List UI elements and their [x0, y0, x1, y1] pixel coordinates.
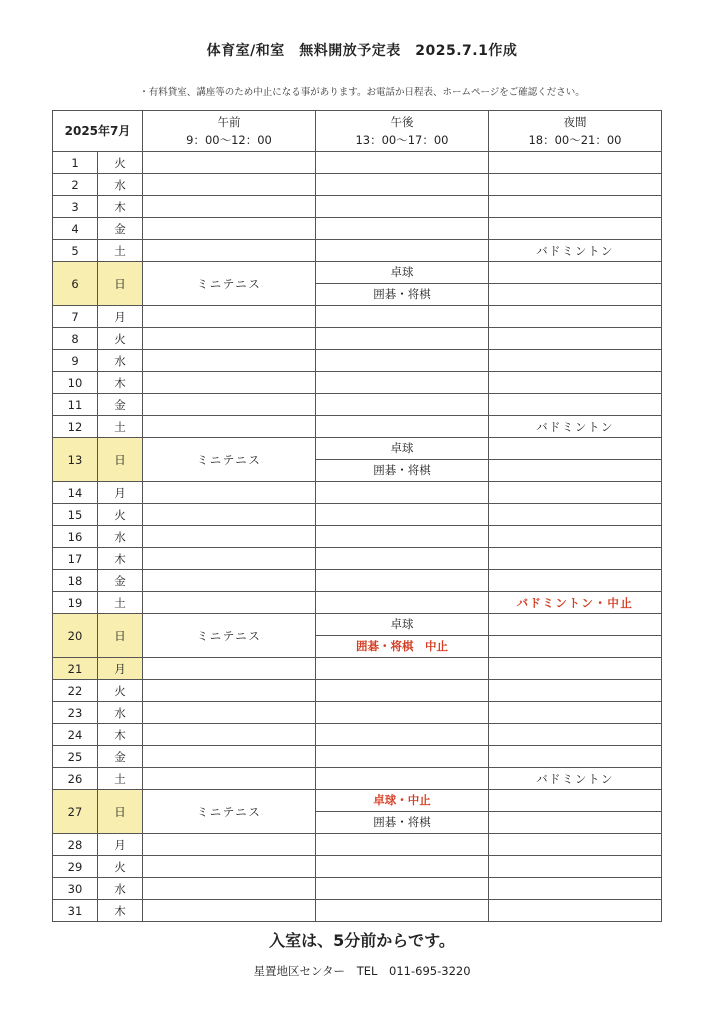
pm-cell — [316, 834, 489, 856]
pm-cell — [316, 900, 489, 922]
table-row — [53, 548, 662, 570]
day-number: 14 — [53, 482, 98, 504]
table-row — [53, 790, 662, 834]
pm-cell — [316, 394, 489, 416]
night-sub-bottom — [489, 284, 661, 305]
day-number: 10 — [53, 372, 98, 394]
am-cell — [143, 174, 316, 196]
table-row — [53, 328, 662, 350]
day-number: 3 — [53, 196, 98, 218]
pm-event-2: 囲碁・将棋 中止 — [356, 639, 448, 653]
night-cell — [489, 702, 662, 724]
night-header — [489, 111, 662, 152]
tel-number: 011-695-3220 — [389, 964, 471, 978]
day-number: 17 — [53, 548, 98, 570]
weekday: 金 — [98, 570, 143, 592]
weekday: 土 — [98, 768, 143, 790]
weekday: 木 — [98, 196, 143, 218]
weekday: 水 — [98, 702, 143, 724]
table-row — [53, 218, 662, 240]
night-cell — [489, 262, 662, 306]
notice-text: ・有料貸室、講座等のため中止になる事があります。お電話か日程表、ホームページをご確認ください。 — [139, 87, 585, 98]
am-cell — [143, 856, 316, 878]
am-cell — [143, 878, 316, 900]
weekday: 水 — [98, 350, 143, 372]
pm-cell — [316, 416, 489, 438]
day-number: 7 — [53, 306, 98, 328]
pm-cell — [316, 878, 489, 900]
am-cell — [143, 724, 316, 746]
month-header: 2025年7月 — [53, 111, 143, 152]
pm-cell — [316, 262, 489, 306]
day-number: 6 — [53, 262, 98, 306]
night-cell — [489, 724, 662, 746]
table-row — [53, 196, 662, 218]
night-cell — [489, 900, 662, 922]
pm-event-1: 卓球 — [316, 614, 488, 636]
day-number: 25 — [53, 746, 98, 768]
table-row — [53, 240, 662, 262]
pm-cell — [316, 658, 489, 680]
pm-cell — [316, 482, 489, 504]
day-number: 11 — [53, 394, 98, 416]
night-cell — [489, 526, 662, 548]
weekday: 火 — [98, 856, 143, 878]
weekday: 金 — [98, 746, 143, 768]
tel-label: TEL — [356, 964, 378, 978]
weekday: 金 — [98, 394, 143, 416]
night-cell — [489, 174, 662, 196]
day-number: 2 — [53, 174, 98, 196]
night-cell — [489, 328, 662, 350]
schedule-body — [53, 152, 662, 922]
table-row — [53, 724, 662, 746]
night-sub-top — [489, 790, 661, 812]
night-cell — [489, 570, 662, 592]
weekday: 月 — [98, 306, 143, 328]
am-cell: ミニテニス — [143, 614, 316, 658]
night-cell — [489, 372, 662, 394]
pm-cell — [316, 548, 489, 570]
night-sub-top — [489, 614, 661, 636]
am-cell — [143, 680, 316, 702]
pm-cell — [316, 570, 489, 592]
table-row — [53, 856, 662, 878]
table-row — [53, 350, 662, 372]
day-number: 26 — [53, 768, 98, 790]
day-number: 28 — [53, 834, 98, 856]
pm-event-2: 囲碁・将棋 — [373, 463, 431, 477]
weekday: 土 — [98, 416, 143, 438]
pm-event-2: 囲碁・将棋 — [373, 815, 431, 829]
table-row — [53, 592, 662, 614]
day-number: 31 — [53, 900, 98, 922]
am-cell — [143, 152, 316, 174]
table-row — [53, 174, 662, 196]
table-row — [53, 768, 662, 790]
am-cell: ミニテニス — [143, 262, 316, 306]
table-row — [53, 746, 662, 768]
weekday: 水 — [98, 174, 143, 196]
center-name: 星置地区センター — [253, 964, 346, 978]
pm-cell — [316, 372, 489, 394]
night-cell — [489, 680, 662, 702]
entry-notice: 入室は、5分前からです。 — [269, 931, 455, 950]
day-number: 27 — [53, 790, 98, 834]
weekday: 月 — [98, 834, 143, 856]
am-cell — [143, 372, 316, 394]
table-row — [53, 900, 662, 922]
weekday: 金 — [98, 218, 143, 240]
am-cell — [143, 834, 316, 856]
am-cell — [143, 218, 316, 240]
am-header — [143, 111, 316, 152]
night-cell — [489, 196, 662, 218]
table-row — [53, 504, 662, 526]
table-row — [53, 878, 662, 900]
pm-cell — [316, 614, 489, 658]
day-number: 21 — [53, 658, 98, 680]
night-cell: バドミントン — [489, 240, 662, 262]
am-cell — [143, 240, 316, 262]
night-cell — [489, 548, 662, 570]
table-row — [53, 680, 662, 702]
pm-event-1: 卓球・中止 — [316, 790, 488, 812]
night-cell — [489, 614, 662, 658]
am-cell — [143, 768, 316, 790]
day-number: 16 — [53, 526, 98, 548]
day-number: 18 — [53, 570, 98, 592]
pm-cell — [316, 218, 489, 240]
day-number: 15 — [53, 504, 98, 526]
pm-cell — [316, 438, 489, 482]
weekday: 火 — [98, 680, 143, 702]
day-number: 13 — [53, 438, 98, 482]
night-time: 18：00～21：00 — [528, 133, 622, 147]
table-row — [53, 702, 662, 724]
table-row — [53, 372, 662, 394]
am-label: 午前 — [217, 115, 241, 129]
am-cell: ミニテニス — [143, 438, 316, 482]
am-cell — [143, 746, 316, 768]
am-cell — [143, 196, 316, 218]
table-row — [53, 306, 662, 328]
night-cell — [489, 482, 662, 504]
am-cell: ミニテニス — [143, 790, 316, 834]
night-cell — [489, 152, 662, 174]
weekday: 月 — [98, 482, 143, 504]
schedule-table — [52, 110, 662, 922]
am-time: 9：00～12：00 — [186, 133, 272, 147]
weekday: 木 — [98, 900, 143, 922]
pm-cell — [316, 746, 489, 768]
am-cell — [143, 526, 316, 548]
pm-cell — [316, 196, 489, 218]
am-cell — [143, 570, 316, 592]
am-cell — [143, 702, 316, 724]
am-cell — [143, 548, 316, 570]
night-cell: バドミントン — [489, 768, 662, 790]
night-cell — [489, 746, 662, 768]
day-number: 24 — [53, 724, 98, 746]
night-sub-top — [489, 438, 661, 460]
weekday: 土 — [98, 240, 143, 262]
table-row — [53, 658, 662, 680]
am-cell — [143, 658, 316, 680]
am-cell — [143, 416, 316, 438]
table-row — [53, 482, 662, 504]
pm-cell — [316, 174, 489, 196]
weekday: 日 — [98, 790, 143, 834]
table-row — [53, 262, 662, 306]
pm-cell — [316, 790, 489, 834]
am-cell — [143, 328, 316, 350]
night-cell: バドミントン — [489, 416, 662, 438]
day-number: 5 — [53, 240, 98, 262]
weekday: 木 — [98, 548, 143, 570]
pm-cell — [316, 306, 489, 328]
day-number: 8 — [53, 328, 98, 350]
pm-cell — [316, 680, 489, 702]
night-sub-bottom — [489, 460, 661, 481]
night-sub-bottom — [489, 812, 661, 833]
table-row — [53, 570, 662, 592]
night-cell — [489, 834, 662, 856]
pm-cell — [316, 724, 489, 746]
night-cell — [489, 394, 662, 416]
weekday: 日 — [98, 262, 143, 306]
table-row — [53, 834, 662, 856]
am-cell — [143, 900, 316, 922]
day-number: 22 — [53, 680, 98, 702]
weekday: 日 — [98, 438, 143, 482]
night-sub-top — [489, 262, 661, 284]
day-number: 4 — [53, 218, 98, 240]
pm-cell — [316, 702, 489, 724]
night-sub-bottom — [489, 636, 661, 657]
pm-cell — [316, 526, 489, 548]
weekday: 土 — [98, 592, 143, 614]
pm-cell — [316, 328, 489, 350]
day-number: 29 — [53, 856, 98, 878]
am-cell — [143, 482, 316, 504]
day-number: 30 — [53, 878, 98, 900]
pm-header — [316, 111, 489, 152]
pm-event-1: 卓球 — [316, 262, 488, 284]
table-row — [53, 438, 662, 482]
day-number: 19 — [53, 592, 98, 614]
am-cell — [143, 592, 316, 614]
day-number: 23 — [53, 702, 98, 724]
day-number: 9 — [53, 350, 98, 372]
day-number: 20 — [53, 614, 98, 658]
weekday: 木 — [98, 724, 143, 746]
table-row — [53, 416, 662, 438]
pm-cell — [316, 856, 489, 878]
table-row — [53, 394, 662, 416]
table-row — [53, 152, 662, 174]
pm-event-1: 卓球 — [316, 438, 488, 460]
night-cell — [489, 790, 662, 834]
weekday: 木 — [98, 372, 143, 394]
pm-event-2: 囲碁・将棋 — [373, 287, 431, 301]
weekday: 火 — [98, 328, 143, 350]
am-cell — [143, 504, 316, 526]
night-label: 夜間 — [563, 115, 587, 129]
weekday: 日 — [98, 614, 143, 658]
weekday: 火 — [98, 152, 143, 174]
pm-cell — [316, 768, 489, 790]
table-header-row — [53, 111, 662, 152]
night-cell — [489, 878, 662, 900]
day-number: 1 — [53, 152, 98, 174]
day-number: 12 — [53, 416, 98, 438]
pm-cell — [316, 592, 489, 614]
night-cell — [489, 218, 662, 240]
pm-cell — [316, 152, 489, 174]
night-cell — [489, 658, 662, 680]
pm-time: 13：00～17：00 — [355, 133, 449, 147]
pm-cell — [316, 240, 489, 262]
pm-cell — [316, 504, 489, 526]
pm-cell — [316, 350, 489, 372]
weekday: 水 — [98, 526, 143, 548]
night-cell: バドミントン・中止 — [489, 592, 662, 614]
weekday: 月 — [98, 658, 143, 680]
night-cell — [489, 438, 662, 482]
pm-label: 午後 — [390, 115, 414, 129]
weekday: 水 — [98, 878, 143, 900]
am-cell — [143, 306, 316, 328]
night-cell — [489, 306, 662, 328]
night-cell — [489, 350, 662, 372]
am-cell — [143, 350, 316, 372]
table-row — [53, 526, 662, 548]
weekday: 火 — [98, 504, 143, 526]
night-cell — [489, 504, 662, 526]
night-cell — [489, 856, 662, 878]
contact-info — [0, 963, 724, 979]
table-row — [53, 614, 662, 658]
page-title: 体育室/和室 無料開放予定表 2025.7.1作成 — [206, 43, 518, 59]
am-cell — [143, 394, 316, 416]
